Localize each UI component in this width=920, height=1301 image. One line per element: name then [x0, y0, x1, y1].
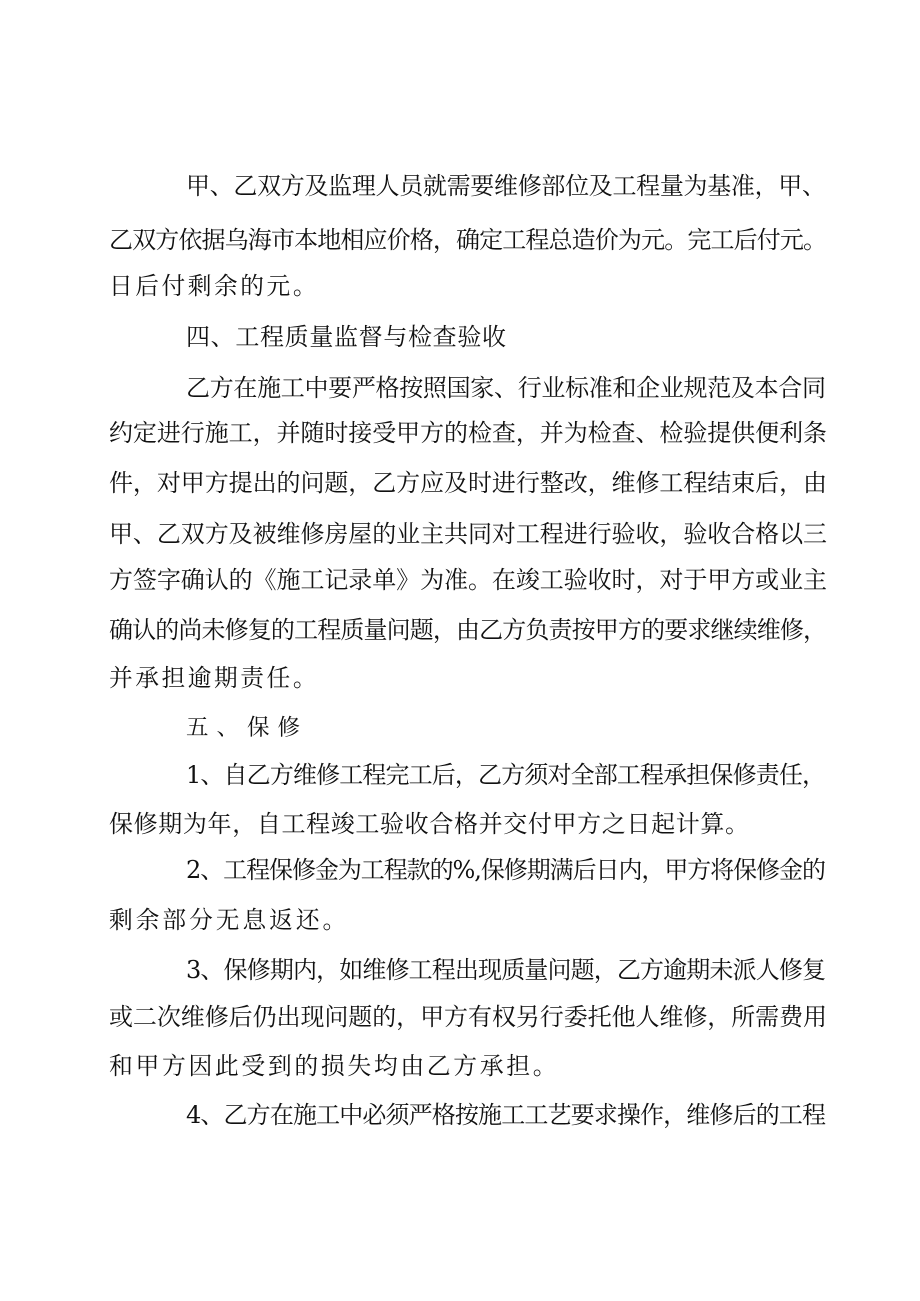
text-line: 剩余部分无息返还。: [109, 906, 350, 934]
text-line: 1、自乙方维修工程完工后，乙方须对全部工程承担保修责任，: [186, 761, 826, 789]
text-line: 2、工程保修金为工程款的%,保修期满后日内，甲方将保修金的: [186, 856, 825, 884]
text-line: 乙方在施工中要严格按照国家、行业标准和企业规范及本合同: [186, 374, 826, 402]
text-line: 4、乙方在施工中必须严格按施工工艺要求操作，维修后的工程: [186, 1101, 826, 1129]
text-line: 方签字确认的《施工记录单》为准。在竣工验收时，对于甲方或业主: [109, 566, 827, 594]
text-line: 3、保修期内，如维修工程出现质量问题，乙方逾期未派人修复: [186, 956, 826, 984]
text-line: 约定进行施工，并随时接受甲方的检查，并为检查、检验提供便利条: [109, 419, 827, 447]
text-line: 甲、乙双方及监理人员就需要维修部位及工程量为基准，甲、: [186, 172, 826, 200]
section-heading: 四、工程质量监督与检查验收: [186, 323, 507, 351]
text-line: 保修期为年，自工程竣工验收合格并交付甲方之日起计算。: [109, 810, 750, 838]
text-line: 并承担逾期责任。: [109, 664, 320, 692]
text-line: 和甲方因此受到的损失均由乙方承担。: [109, 1052, 560, 1080]
text-line: 或二次维修后仍出现问题的，甲方有权另行委托他人维修，所需费用: [109, 1003, 827, 1031]
section-heading: 五、保修: [186, 715, 309, 741]
text-line: 甲、乙双方及被维修房屋的业主共同对工程进行验收，验收合格以三: [109, 520, 827, 548]
text-line: 日后付剩余的元。: [109, 272, 320, 300]
text-line: 件，对甲方提出的问题，乙方应及时进行整改，维修工程结束后，由: [109, 469, 827, 497]
text-line: 乙双方依据乌海市本地相应价格，确定工程总造价为元。完工后付元。: [109, 226, 827, 254]
text-line: 确认的尚未修复的工程质量问题，由乙方负责按甲方的要求继续维修，: [109, 616, 827, 644]
